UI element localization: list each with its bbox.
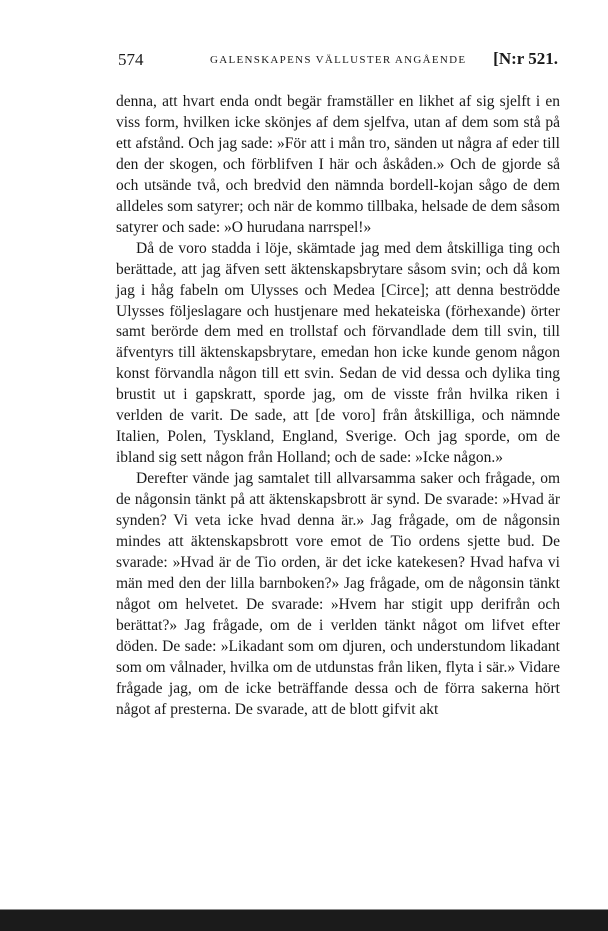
paragraph-continued: denna, att hvart enda ondt begär framställer en likhet af sig sjelft i en viss form, hvilken icke skönjes af dem sjelfva, utan af dem som stå på ett afstånd. Och jag sade: »För att i mån tro, sänden ut några af eder till den der skogen, och förblifven I här och åskåden.» Och de gjorde så och utsände två, och bredvid den nämnda bordell-kojan sågo de dem alldeles som satyrer; och när de kommo tillbaka, helsade de dem såsom satyrer och sade: »O hurudana narrspel!» bbox=[116, 93, 560, 236]
scan-bottom-edge bbox=[0, 903, 608, 931]
page-header bbox=[118, 46, 558, 76]
paragraph-2: Då de voro stadda i löje, skämtade jag med dem åtskilliga ting och berättade, att jag äfven sett äktenskapsbrytare såsom svin; och då kom jag i håg fabeln om Ulysses och Medea [Circe]; att denna beströdde Ulysses följeslagare och hustjenare med hekateiska (förhexande) örter samt berörde dem med en trollstaf och förvandlade dem till svin, till äfventyrs till äktenskapsbrytare, emedan hon icke kunde genom någon konst förvandla någon till ett svin. Sedan de vid dessa och dylika ting brustit ut i gapskratt, sporde jag, om de visste från hvilka riken i verlden de varit. De sade, att [de voro] från åtskilliga, och nämnde Italien, Polen, Tyskland, England, Sverige. Och jag sporde, om de ibland sig sett någon från Holland; och de sade: »Icke någon.» bbox=[116, 239, 560, 467]
running-title: GALENSKAPENS VÄLLUSTER ANGÅENDE bbox=[210, 54, 467, 66]
body-text bbox=[116, 92, 560, 721]
page-number: 574 bbox=[118, 50, 144, 69]
chapter-reference: [N:r 521. bbox=[493, 49, 558, 68]
paragraph-3: Derefter vände jag samtalet till allvarsamma saker och frågade, om de någonsin tänkt på att äktenskapsbrott är synd. De svarade: »Hvad är synden? Vi veta icke hvad denna är.» Jag frågade, om de någonsin mindes att äktenskapsbrott vore emot de Tio ordens sjette bud. De svarade: »Hvad är de Tio orden, är det icke katekesen? Hvad hafva vi män med den der lilla barnboken?» Jag frågade, om de någonsin tänkt något om helvetet. De svarade: »Hvem har stigit upp derifrån och berättat?» Jag frågade, om de i verlden tänkt något om lifvet efter döden. De sade: »Likadant som om djuren, och understundom likadant som om vålnader, hvilka om de utdunstas från liken, flyta i sär.» Vidare frågade jag, om de icke beträffande dessa och de förra sakerna hört något af presterna. De svarade, att de blott gifvit akt bbox=[116, 470, 560, 718]
